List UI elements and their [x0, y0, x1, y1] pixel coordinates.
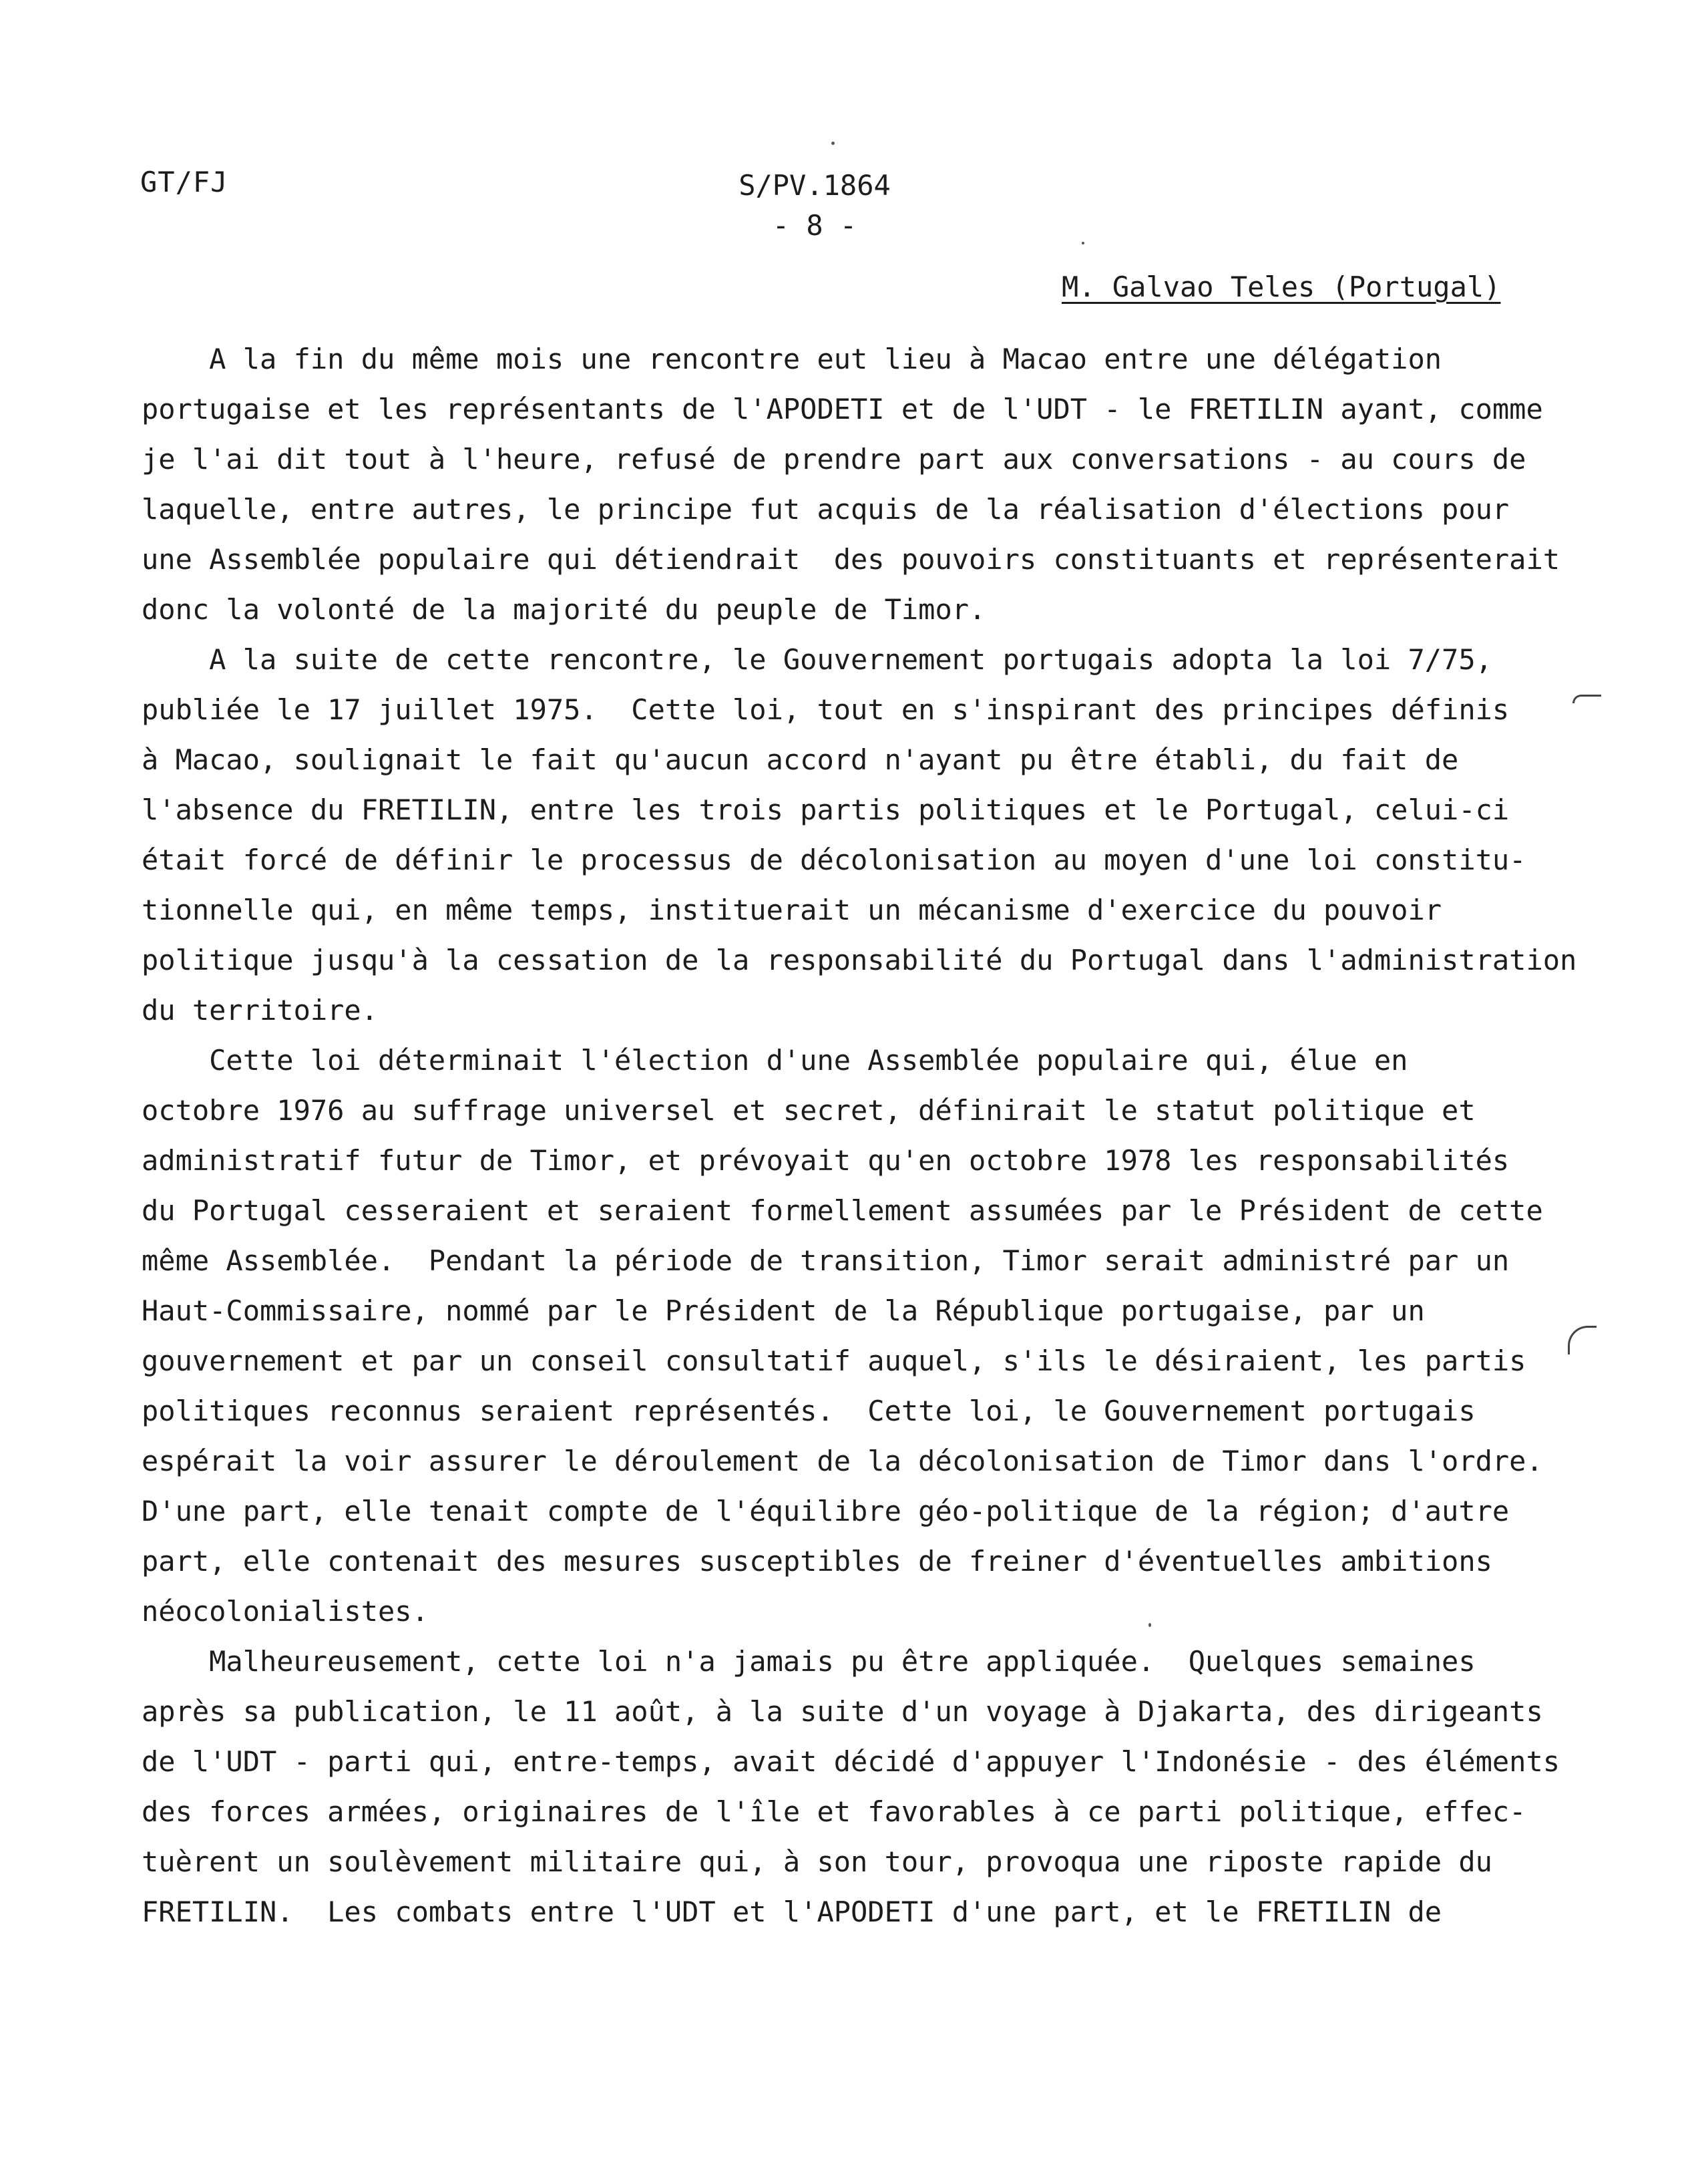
text-line: après sa publication, le 11 août, à la suite d'un voyage à Djakarta, des dirigeants	[142, 1695, 1543, 1728]
page-number: - 8 -	[772, 209, 857, 242]
speaker-heading: M. Galvao Teles (Portugal)	[1062, 270, 1501, 303]
text-line: portugaise et les représentants de l'APODETI et de l'UDT - le FRETILIN ayant, comme	[142, 393, 1543, 425]
text-line: FRETILIN. Les combats entre l'UDT et l'APODETI d'une part, et le FRETILIN de	[142, 1895, 1442, 1928]
text-line: politique jusqu'à la cessation de la responsabilité du Portugal dans l'administration	[142, 944, 1577, 976]
text-line: du Portugal cesseraient et seraient formellement assumées par le Président de cette	[142, 1194, 1543, 1227]
body-text	[142, 334, 1577, 1937]
text-line: D'une part, elle tenait compte de l'équilibre géo-politique de la région; d'autre	[142, 1495, 1510, 1527]
text-line: des forces armées, originaires de l'île et favorables à ce parti politique, effec-	[142, 1795, 1526, 1828]
scan-margin-mark	[1568, 1326, 1597, 1354]
text-line: tuèrent un soulèvement militaire qui, à son tour, provoqua une riposte rapide du	[142, 1845, 1492, 1878]
text-line: à Macao, soulignait le fait qu'aucun accord n'ayant pu être établi, du fait de	[142, 743, 1459, 776]
text-line: publiée le 17 juillet 1975. Cette loi, tout en s'inspirant des principes définis	[142, 693, 1510, 726]
text-line: du territoire.	[142, 994, 379, 1027]
scan-margin-mark	[1572, 695, 1601, 703]
text-line: une Assemblée populaire qui détiendrait des pouvoirs constituants et représenterait	[142, 543, 1560, 576]
text-line: de l'UDT - parti qui, entre-temps, avait décidé d'appuyer l'Indonésie - des éléments	[142, 1745, 1560, 1778]
text-line: laquelle, entre autres, le principe fut acquis de la réalisation d'élections pour	[142, 493, 1510, 526]
text-line: Haut-Commissaire, nommé par le Président de la République portugaise, par un	[142, 1294, 1425, 1327]
header-reference-code: GT/FJ	[140, 166, 228, 198]
header-document-symbol-block	[721, 166, 908, 246]
text-line: espérait la voir assurer le déroulement de la décolonisation de Timor dans l'ordre.	[142, 1445, 1543, 1477]
text-line: A la suite de cette rencontre, le Gouvernement portugais adopta la loi 7/75,	[142, 643, 1492, 676]
text-line: néocolonialistes.	[142, 1595, 429, 1628]
text-line: donc la volonté de la majorité du peuple de Timor.	[142, 593, 986, 626]
text-line: octobre 1976 au suffrage universel et secret, définirait le statut politique et	[142, 1094, 1476, 1127]
text-line: même Assemblée. Pendant la période de transition, Timor serait administré par un	[142, 1244, 1510, 1277]
text-line: Cette loi déterminait l'élection d'une Assemblée populaire qui, élue en	[142, 1044, 1408, 1077]
text-line: tionnelle qui, en même temps, instituerait un mécanisme d'exercice du pouvoir	[142, 894, 1442, 926]
text-line: était forcé de définir le processus de décolonisation au moyen d'une loi constitu-	[142, 844, 1526, 876]
scan-speck	[1148, 1623, 1151, 1627]
text-line: politiques reconnus seraient représentés. Cette loi, le Gouvernement portugais	[142, 1395, 1476, 1427]
scan-speck	[1082, 242, 1084, 244]
scan-speck	[831, 142, 835, 145]
text-line: gouvernement et par un conseil consultatif auquel, s'ils le désiraient, les partis	[142, 1344, 1526, 1377]
document-symbol: S/PV.1864	[738, 169, 891, 202]
text-line: administratif futur de Timor, et prévoyait qu'en octobre 1978 les responsabilités	[142, 1144, 1510, 1177]
text-line: part, elle contenait des mesures susceptibles de freiner d'éventuelles ambitions	[142, 1545, 1492, 1578]
text-line: je l'ai dit tout à l'heure, refusé de prendre part aux conversations - au cours de	[142, 443, 1526, 476]
text-line: l'absence du FRETILIN, entre les trois partis politiques et le Portugal, celui-ci	[142, 793, 1510, 826]
text-line: Malheureusement, cette loi n'a jamais pu être appliquée. Quelques semaines	[142, 1645, 1476, 1678]
text-line: A la fin du même mois une rencontre eut lieu à Macao entre une délégation	[142, 343, 1442, 375]
